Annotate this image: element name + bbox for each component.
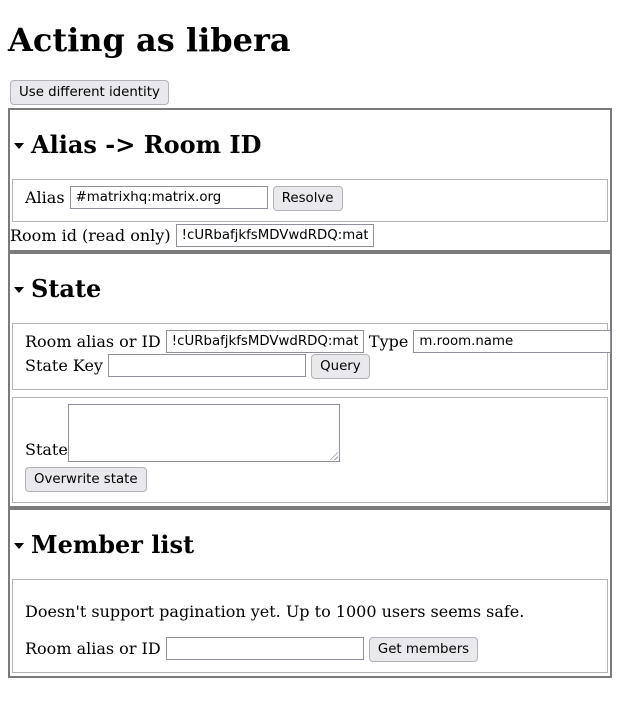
alias-section-summary[interactable] xyxy=(10,110,610,179)
state-key-input[interactable] xyxy=(108,354,306,377)
room-id-row xyxy=(10,224,610,247)
identity-row xyxy=(10,80,610,105)
members-fieldset xyxy=(12,579,608,673)
state-room-label: Room alias or ID xyxy=(25,332,161,351)
use-different-identity-button[interactable]: Use different identity xyxy=(10,80,169,105)
disclosure-triangle-icon xyxy=(14,543,24,549)
section-member-list xyxy=(8,508,612,678)
state-edit-fieldset xyxy=(12,397,608,503)
overwrite-row xyxy=(25,467,595,492)
state-label: State xyxy=(25,440,68,459)
alias-input[interactable] xyxy=(70,186,268,209)
disclosure-triangle-icon xyxy=(14,143,24,149)
alias-fieldset xyxy=(12,179,608,222)
members-room-input[interactable] xyxy=(166,637,364,660)
pagination-note: Doesn't support pagination yet. Up to 1000 users seems safe. xyxy=(25,602,525,621)
members-room-row xyxy=(25,637,595,662)
state-key-label: State Key xyxy=(25,356,103,375)
section-state xyxy=(8,252,612,508)
resolve-button[interactable]: Resolve xyxy=(273,186,343,211)
state-type-label: Type xyxy=(368,332,409,351)
state-query-fieldset xyxy=(12,323,608,390)
state-key-row xyxy=(25,354,595,379)
state-textarea-row xyxy=(25,404,595,462)
members-room-label: Room alias or ID xyxy=(25,639,161,658)
state-section-summary[interactable] xyxy=(10,254,610,323)
overwrite-state-button[interactable]: Overwrite state xyxy=(25,467,147,492)
query-button[interactable]: Query xyxy=(311,354,370,379)
alias-label: Alias xyxy=(25,188,65,207)
state-type-input[interactable] xyxy=(413,330,611,353)
page-title: Acting as libera xyxy=(8,21,291,59)
disclosure-triangle-icon xyxy=(14,287,24,293)
room-id-readonly-input[interactable] xyxy=(176,224,374,247)
room-id-label: Room id (read only) xyxy=(10,226,171,245)
state-section-heading: State xyxy=(31,274,102,303)
section-alias-room-id xyxy=(8,108,612,252)
state-textarea-wrap xyxy=(68,404,340,462)
alias-section-heading: Alias -> Room ID xyxy=(31,130,262,159)
members-section-heading: Member list xyxy=(31,530,195,559)
state-textarea[interactable] xyxy=(68,404,340,462)
state-room-type-row xyxy=(25,330,595,353)
members-section-summary[interactable] xyxy=(10,510,610,579)
get-members-button[interactable]: Get members xyxy=(369,637,478,662)
state-room-input[interactable] xyxy=(166,330,364,353)
